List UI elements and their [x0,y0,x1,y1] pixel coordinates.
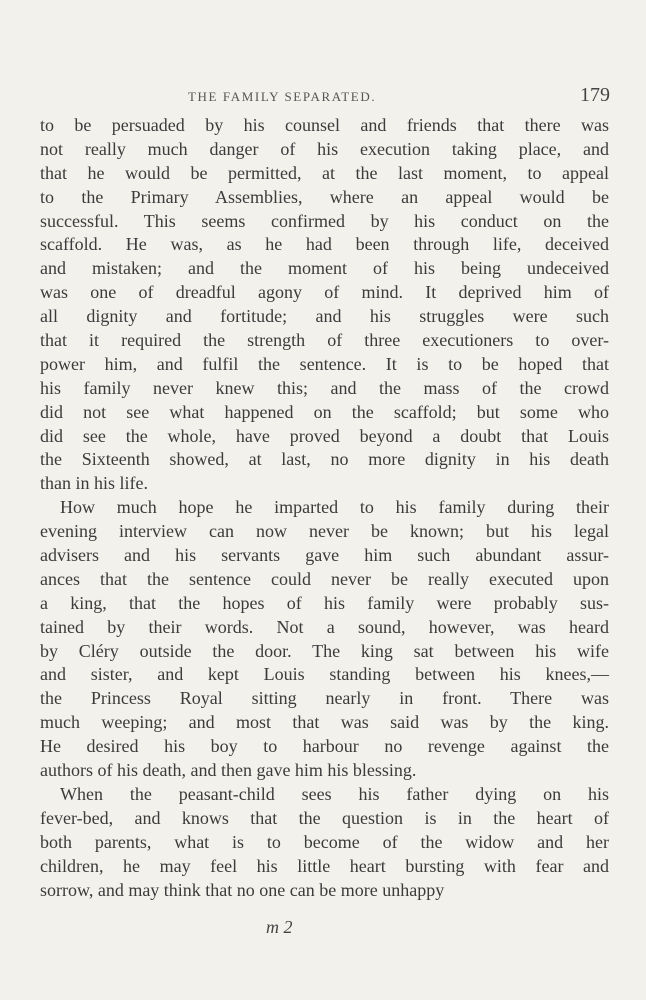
text-line: to be persuaded by his counsel and friends that there was [40,115,609,135]
text-line: scaffold. He was, as he had been through life, deceived [40,234,609,255]
text-line: did not see what happened on the scaffold; but some who [40,401,609,422]
signature-mark: m 2 [266,917,293,937]
page-number: 179 [580,84,610,106]
text-line: tained by their words. Not a sound, however, was heard [40,616,609,637]
text-line: and sister, and kept Louis standing between his knees,— [40,664,609,685]
text-line: sorrow, and may think that no one can be more unhappy [40,879,445,900]
text-line: When the peasant-child sees his father dying on his [60,783,609,804]
text-line: power him, and fulfil the sentence. It is to be hoped that [40,353,609,374]
running-title: THE FAMILY SEPARATED. [188,89,377,104]
paragraph [40,114,609,496]
text-line: fever-bed, and knows that the question is in the heart of [40,807,609,828]
page-body [40,114,609,902]
text-line: that it required the strength of three executioners to over- [40,330,609,351]
text-line: successful. This seems confirmed by his conduct on the [40,210,609,231]
text-line: He desired his boy to harbour no revenge against the [40,736,609,757]
text-line: not really much danger of his execution taking place, and [40,138,609,159]
text-line: the Princess Royal sitting nearly in front. There was [40,688,609,709]
text-line: and mistaken; and the moment of his being undeceived [40,258,609,279]
running-header [40,86,610,110]
text-line: advisers and his servants gave him such abundant assur- [40,545,609,566]
text-line: ances that the sentence could never be really executed upon [40,568,609,589]
paragraph [40,783,609,902]
text-line: a king, that the hopes of his family were probably sus- [40,592,609,613]
text-line: did see the whole, have proved beyond a doubt that Louis [40,425,609,446]
text-line: was one of dreadful agony of mind. It deprived him of [40,282,609,303]
text-line: evening interview can now never be known; but his legal [40,521,609,542]
text-line: the Sixteenth showed, at last, no more dignity in his death [40,449,609,470]
text-line: than in his life. [40,473,148,494]
text-line: much weeping; and most that was said was by the king. [40,712,609,733]
text-line: authors of his death, and then gave him his blessing. [40,760,417,781]
paragraph [40,496,609,783]
text-line: to the Primary Assemblies, where an appeal would be [40,186,609,207]
text-line: that he would be permitted, at the last moment, to appeal [40,162,609,183]
text-line: his family never knew this; and the mass of the crowd [40,377,609,398]
text-line: by Cléry outside the door. The king sat between his wife [40,640,609,661]
text-line: children, he may feel his little heart bursting with fear and [40,855,609,876]
text-line: both parents, what is to become of the widow and her [40,831,609,852]
text-line: all dignity and fortitude; and his struggles were such [40,306,609,327]
text-line: How much hope he imparted to his family during their [60,497,609,518]
